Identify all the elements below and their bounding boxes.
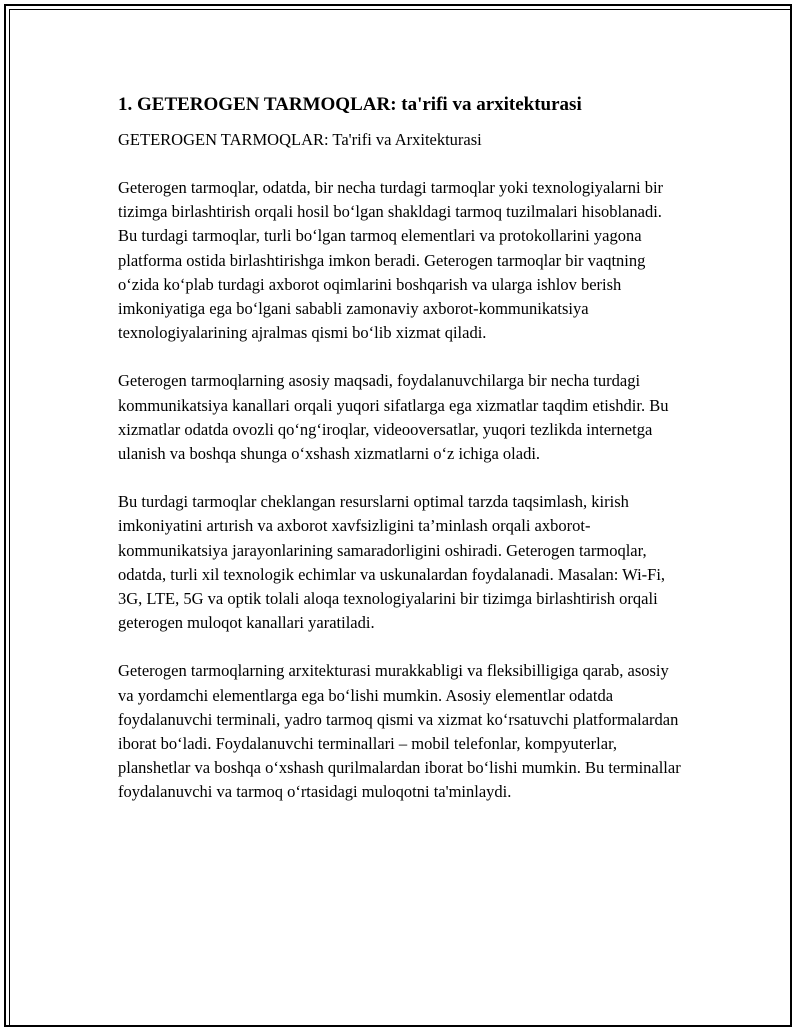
document-body — [118, 90, 684, 829]
document-subheading: GETEROGEN TARMOQLAR: Ta'rifi va Arxitekturasi — [118, 130, 482, 149]
document-heading: 1. GETEROGEN TARMOQLAR: ta'rifi va arxitekturasi — [118, 94, 582, 115]
paragraph-2: Geterogen tarmoqlarning asosiy maqsadi, foydalanuvchilarga bir necha turdagi kommunikatsiya kanallari orqali yuqori sifatlarga ega xizmatlar taqdim etishdir. Bu xizmatlar odatda ovozli qo‘ng‘iroqlar, videooversatlar, yuqori tezlikda internetga ulanish va boshqa shunga o‘xshash xizmatlarni o‘z ichiga oladi. — [118, 371, 669, 464]
paragraph-4: Geterogen tarmoqlarning arxitekturasi murakkabligi va fleksibilligiga qarab, asosiy va yordamchi elementlarga ega bo‘lishi mumkin. Asosiy elementlar odatda foydalanuvchi terminali, yadro tarmoq qismi va xizmat ko‘rsatuvchi platformalardan iborat bo‘ladi. Foydalanuvchi terminallari – mobil telefonlar, kompyuterlar, planshetlar va boshqa o‘xshash qurilmalardan iborat bo‘lishi mumkin. Bu terminallar foydalanuvchi va tarmoq o‘rtasidagi muloqotni ta'minlaydi. — [118, 661, 681, 802]
paragraph-1: Geterogen tarmoqlar, odatda, bir necha turdagi tarmoqlar yoki texnologiyalarni bir tizimga birlashtirish orqali hosil bo‘lgan shakldagi tarmoq tuzilmalari hisoblanadi. Bu turdagi tarmoqlar, turli bo‘lgan tarmoq elementlari va protokollarini yagona platforma ostida birlashtirishga imkon beradi. Geterogen tarmoqlar bir vaqtning o‘zida ko‘plab turdagi axborot oqimlarini boshqarish va ularga ishlov berish imkoniyatiga ega bo‘lgani sababli zamonaviy axborot-kommunikatsiya texnologiyalarining ajralmas qismi bo‘lib xizmat qiladi. — [118, 178, 664, 343]
paragraph-3: Bu turdagi tarmoqlar cheklangan resurslarni optimal tarzda taqsimlash, kirish imkoniyatini artırish va axborot xavfsizligini ta’minlash orqali axborot-kommunikatsiya jarayonlarining samaradorligini oshiradi. Geterogen tarmoqlar, odatda, turli xil texnologik echimlar va uskunalardan foydalanadi. Masalan: Wi-Fi, 3G, LTE, 5G va optik tolali aloqa texnologiyalarini bir tizimga birlashtirish orqali geterogen muloqot kanallari yaratiladi. — [118, 492, 666, 633]
